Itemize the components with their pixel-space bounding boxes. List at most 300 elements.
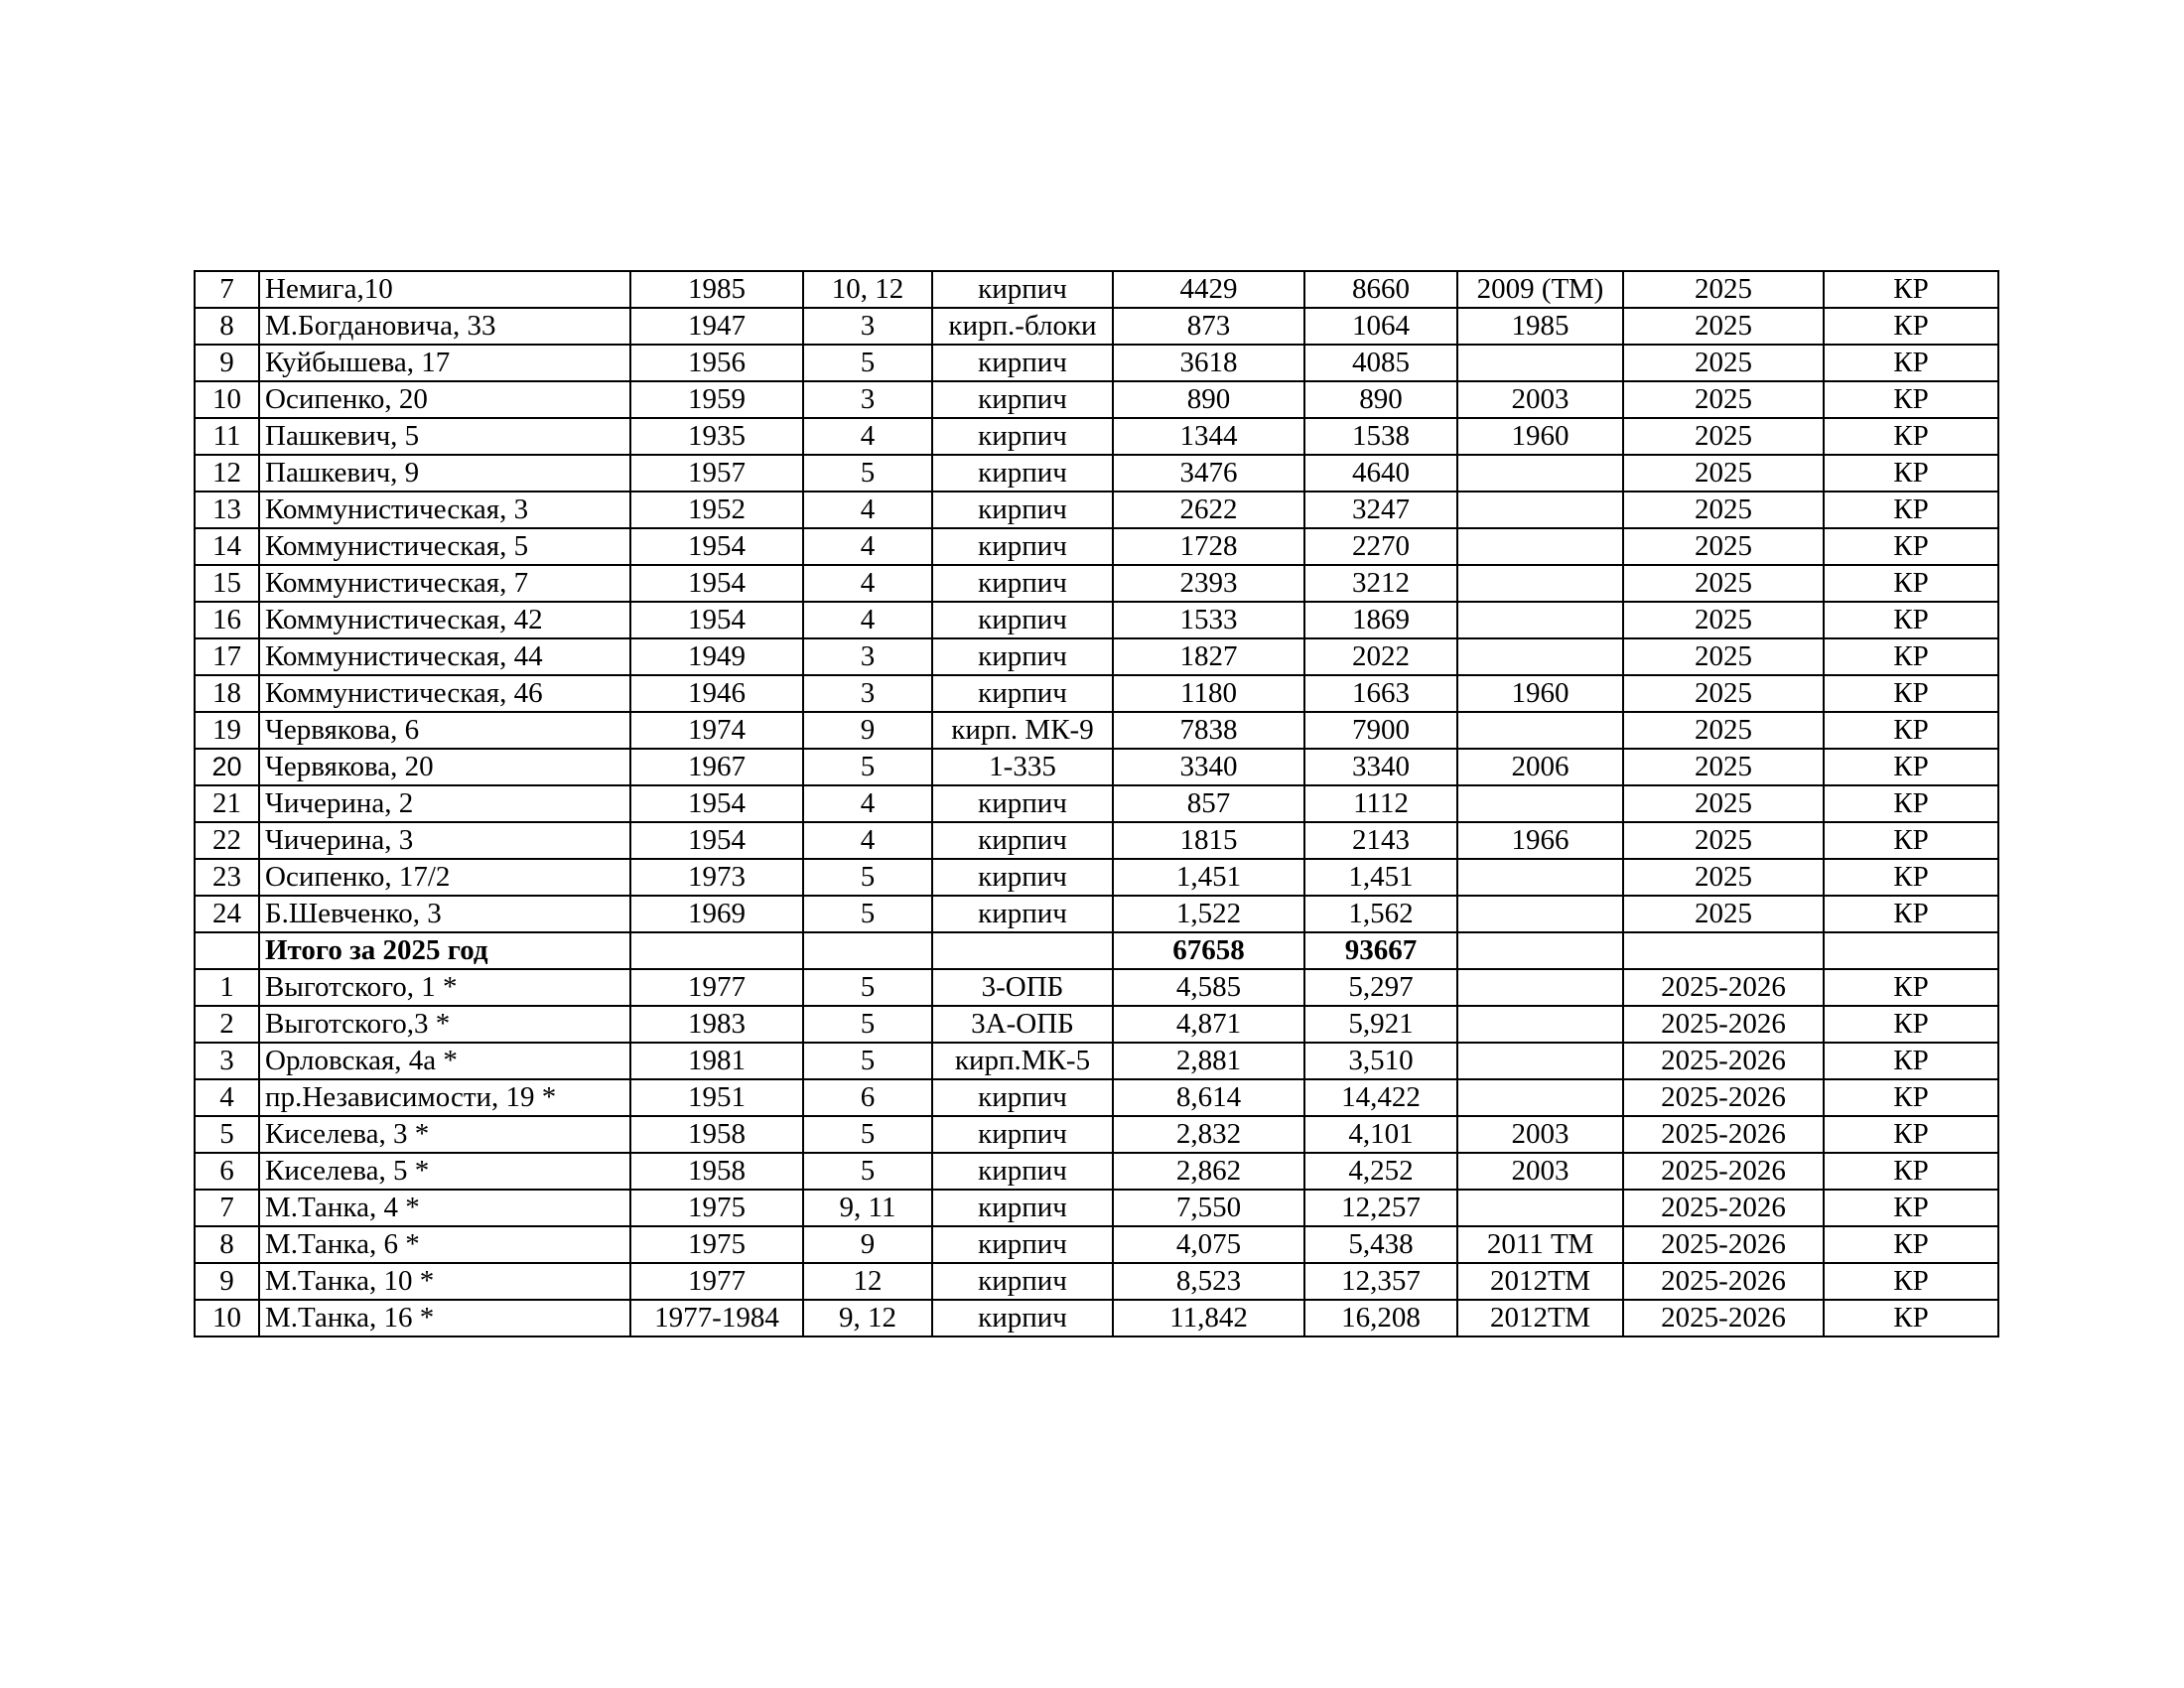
construction-year-cell: 1951 [630, 1079, 803, 1116]
wall-material-cell: 3-ОПБ [932, 969, 1113, 1006]
planned-year-cell: 2025 [1623, 381, 1824, 418]
address-cell: Орловская, 4а * [259, 1043, 630, 1079]
floors-cell: 3 [803, 675, 932, 712]
table-row [195, 1190, 1998, 1226]
last-repair-cell [1457, 712, 1623, 749]
construction-year-cell: 1958 [630, 1116, 803, 1153]
planned-year-cell: 2025-2026 [1623, 1263, 1824, 1300]
repair-type-cell: КР [1824, 308, 1998, 345]
last-repair-cell: 2003 [1457, 1153, 1623, 1190]
last-repair-cell [1457, 455, 1623, 492]
area-building-cell: 1,562 [1304, 896, 1457, 932]
wall-material-cell: кирпич [932, 418, 1113, 455]
construction-year-cell: 1985 [630, 271, 803, 308]
wall-material-cell: кирпич [932, 859, 1113, 896]
address-cell: Куйбышева, 17 [259, 345, 630, 381]
address-cell: Коммунистическая, 7 [259, 565, 630, 602]
repair-type-cell: КР [1824, 1226, 1998, 1263]
address-cell: М.Танка, 10 * [259, 1263, 630, 1300]
address-cell: Коммунистическая, 5 [259, 528, 630, 565]
planned-year-cell: 2025 [1623, 712, 1824, 749]
planned-year-cell: 2025 [1623, 822, 1824, 859]
repair-type-cell: КР [1824, 969, 1998, 1006]
area-total-cell: 8,614 [1113, 1079, 1304, 1116]
area-building-cell: 5,921 [1304, 1006, 1457, 1043]
wall-material-cell: 1-335 [932, 749, 1113, 785]
wall-material-cell: кирп.-блоки [932, 308, 1113, 345]
floors-cell [803, 932, 932, 969]
area-building-cell: 4,101 [1304, 1116, 1457, 1153]
area-total-cell: 7838 [1113, 712, 1304, 749]
area-building-cell: 16,208 [1304, 1300, 1457, 1336]
planned-year-cell: 2025 [1623, 345, 1824, 381]
area-total-cell: 2393 [1113, 565, 1304, 602]
table-row [195, 638, 1998, 675]
repair-type-cell: КР [1824, 381, 1998, 418]
last-repair-cell [1457, 859, 1623, 896]
wall-material-cell: кирпич [932, 455, 1113, 492]
row-number-cell: 23 [195, 859, 259, 896]
last-repair-cell: 1960 [1457, 418, 1623, 455]
last-repair-cell [1457, 1043, 1623, 1079]
row-number-cell: 22 [195, 822, 259, 859]
wall-material-cell: кирпич [932, 896, 1113, 932]
floors-cell: 3 [803, 638, 932, 675]
floors-cell: 9, 12 [803, 1300, 932, 1336]
repair-type-cell: КР [1824, 1043, 1998, 1079]
area-building-cell: 1112 [1304, 785, 1457, 822]
wall-material-cell: кирпич [932, 638, 1113, 675]
row-number-cell: 11 [195, 418, 259, 455]
row-number-cell: 2 [195, 1006, 259, 1043]
table-row [195, 345, 1998, 381]
table-row [195, 1116, 1998, 1153]
row-number-cell [195, 932, 259, 969]
table-row [195, 785, 1998, 822]
repair-type-cell: КР [1824, 712, 1998, 749]
area-building-cell: 1,451 [1304, 859, 1457, 896]
repair-type-cell: КР [1824, 1263, 1998, 1300]
area-building-cell: 3340 [1304, 749, 1457, 785]
wall-material-cell: 3А-ОПБ [932, 1006, 1113, 1043]
last-repair-cell [1457, 969, 1623, 1006]
planned-year-cell: 2025-2026 [1623, 1043, 1824, 1079]
address-cell: Червякова, 20 [259, 749, 630, 785]
floors-cell: 4 [803, 418, 932, 455]
floors-cell: 5 [803, 1006, 932, 1043]
wall-material-cell: кирпич [932, 1190, 1113, 1226]
table-row [195, 271, 1998, 308]
area-building-cell: 7900 [1304, 712, 1457, 749]
construction-year-cell: 1957 [630, 455, 803, 492]
last-repair-cell [1457, 528, 1623, 565]
planned-year-cell: 2025 [1623, 418, 1824, 455]
planned-year-cell: 2025-2026 [1623, 1079, 1824, 1116]
repair-type-cell: КР [1824, 271, 1998, 308]
floors-cell: 9 [803, 1226, 932, 1263]
construction-year-cell: 1973 [630, 859, 803, 896]
row-number-cell: 24 [195, 896, 259, 932]
row-number-cell: 6 [195, 1153, 259, 1190]
area-building-cell: 12,257 [1304, 1190, 1457, 1226]
planned-year-cell: 2025 [1623, 455, 1824, 492]
area-building-cell: 1663 [1304, 675, 1457, 712]
area-total-cell: 890 [1113, 381, 1304, 418]
area-total-cell: 857 [1113, 785, 1304, 822]
address-cell: Коммунистическая, 42 [259, 602, 630, 638]
wall-material-cell: кирпич [932, 345, 1113, 381]
area-total-cell: 3476 [1113, 455, 1304, 492]
last-repair-cell [1457, 565, 1623, 602]
table-row [195, 969, 1998, 1006]
area-total-cell: 1,522 [1113, 896, 1304, 932]
row-number-cell: 16 [195, 602, 259, 638]
repair-type-cell: КР [1824, 345, 1998, 381]
wall-material-cell: кирпич [932, 528, 1113, 565]
table-row [195, 1006, 1998, 1043]
floors-cell: 5 [803, 859, 932, 896]
construction-year-cell: 1954 [630, 822, 803, 859]
area-building-cell: 93667 [1304, 932, 1457, 969]
area-building-cell: 890 [1304, 381, 1457, 418]
address-cell: Выготского, 1 * [259, 969, 630, 1006]
last-repair-cell: 1960 [1457, 675, 1623, 712]
table-row [195, 712, 1998, 749]
area-building-cell: 3212 [1304, 565, 1457, 602]
area-building-cell: 4085 [1304, 345, 1457, 381]
area-total-cell: 2622 [1113, 492, 1304, 528]
total-row [195, 932, 1998, 969]
repair-type-cell: КР [1824, 749, 1998, 785]
row-number-cell: 10 [195, 381, 259, 418]
repair-type-cell: КР [1824, 1190, 1998, 1226]
table-row [195, 528, 1998, 565]
area-total-cell: 4,075 [1113, 1226, 1304, 1263]
address-cell: Пашкевич, 9 [259, 455, 630, 492]
wall-material-cell: кирпич [932, 271, 1113, 308]
planned-year-cell: 2025-2026 [1623, 1116, 1824, 1153]
row-number-cell: 14 [195, 528, 259, 565]
address-cell: Червякова, 6 [259, 712, 630, 749]
area-total-cell: 1827 [1113, 638, 1304, 675]
area-building-cell: 5,438 [1304, 1226, 1457, 1263]
area-building-cell: 1064 [1304, 308, 1457, 345]
area-total-cell: 2,832 [1113, 1116, 1304, 1153]
last-repair-cell: 1966 [1457, 822, 1623, 859]
address-cell: Киселева, 3 * [259, 1116, 630, 1153]
construction-year-cell: 1946 [630, 675, 803, 712]
planned-year-cell: 2025-2026 [1623, 1006, 1824, 1043]
area-building-cell: 1538 [1304, 418, 1457, 455]
wall-material-cell: кирпич [932, 1079, 1113, 1116]
area-total-cell: 1,451 [1113, 859, 1304, 896]
last-repair-cell: 1985 [1457, 308, 1623, 345]
last-repair-cell [1457, 1006, 1623, 1043]
floors-cell: 12 [803, 1263, 932, 1300]
construction-year-cell: 1954 [630, 602, 803, 638]
last-repair-cell [1457, 492, 1623, 528]
area-total-cell: 4,871 [1113, 1006, 1304, 1043]
construction-year-cell: 1947 [630, 308, 803, 345]
floors-cell: 4 [803, 822, 932, 859]
wall-material-cell: кирпич [932, 602, 1113, 638]
table-row [195, 381, 1998, 418]
construction-year-cell: 1952 [630, 492, 803, 528]
floors-cell: 5 [803, 896, 932, 932]
wall-material-cell: кирпич [932, 1226, 1113, 1263]
last-repair-cell: 2011 ТМ [1457, 1226, 1623, 1263]
address-cell: Итого за 2025 год [259, 932, 630, 969]
planned-year-cell: 2025-2026 [1623, 1190, 1824, 1226]
housing-repair-table [194, 270, 1999, 1337]
planned-year-cell: 2025-2026 [1623, 1226, 1824, 1263]
last-repair-cell [1457, 345, 1623, 381]
repair-type-cell: КР [1824, 1006, 1998, 1043]
area-building-cell: 14,422 [1304, 1079, 1457, 1116]
table-row [195, 455, 1998, 492]
repair-type-cell: КР [1824, 859, 1998, 896]
row-number-cell: 19 [195, 712, 259, 749]
address-cell: М.Танка, 6 * [259, 1226, 630, 1263]
row-number-cell: 8 [195, 308, 259, 345]
construction-year-cell: 1969 [630, 896, 803, 932]
repair-type-cell: КР [1824, 1079, 1998, 1116]
planned-year-cell: 2025 [1623, 565, 1824, 602]
construction-year-cell: 1981 [630, 1043, 803, 1079]
last-repair-cell: 2003 [1457, 381, 1623, 418]
address-cell: Чичерина, 2 [259, 785, 630, 822]
last-repair-cell [1457, 785, 1623, 822]
area-total-cell: 3618 [1113, 345, 1304, 381]
construction-year-cell: 1954 [630, 565, 803, 602]
table-row [195, 565, 1998, 602]
row-number-cell: 20 [195, 749, 259, 785]
area-building-cell: 1869 [1304, 602, 1457, 638]
wall-material-cell: кирп.МК-5 [932, 1043, 1113, 1079]
address-cell: Немига,10 [259, 271, 630, 308]
planned-year-cell: 2025 [1623, 638, 1824, 675]
wall-material-cell: кирпич [932, 492, 1113, 528]
address-cell: пр.Независимости, 19 * [259, 1079, 630, 1116]
row-number-cell: 3 [195, 1043, 259, 1079]
wall-material-cell: кирпич [932, 1116, 1113, 1153]
area-building-cell: 3,510 [1304, 1043, 1457, 1079]
planned-year-cell: 2025 [1623, 528, 1824, 565]
area-total-cell: 1533 [1113, 602, 1304, 638]
table-row [195, 1300, 1998, 1336]
row-number-cell: 10 [195, 1300, 259, 1336]
table-row [195, 1043, 1998, 1079]
wall-material-cell: кирпич [932, 785, 1113, 822]
floors-cell: 5 [803, 455, 932, 492]
repair-type-cell: КР [1824, 785, 1998, 822]
construction-year-cell: 1975 [630, 1190, 803, 1226]
area-total-cell: 1815 [1113, 822, 1304, 859]
area-total-cell: 11,842 [1113, 1300, 1304, 1336]
last-repair-cell [1457, 1190, 1623, 1226]
repair-type-cell: КР [1824, 675, 1998, 712]
construction-year-cell: 1959 [630, 381, 803, 418]
wall-material-cell: кирпич [932, 1300, 1113, 1336]
row-number-cell: 4 [195, 1079, 259, 1116]
wall-material-cell: кирпич [932, 381, 1113, 418]
repair-type-cell: КР [1824, 418, 1998, 455]
address-cell: Коммунистическая, 3 [259, 492, 630, 528]
area-total-cell: 1180 [1113, 675, 1304, 712]
row-number-cell: 17 [195, 638, 259, 675]
address-cell: М.Танка, 16 * [259, 1300, 630, 1336]
floors-cell: 3 [803, 308, 932, 345]
construction-year-cell: 1975 [630, 1226, 803, 1263]
construction-year-cell: 1958 [630, 1153, 803, 1190]
area-building-cell: 8660 [1304, 271, 1457, 308]
last-repair-cell [1457, 1079, 1623, 1116]
floors-cell: 10, 12 [803, 271, 932, 308]
area-total-cell: 2,862 [1113, 1153, 1304, 1190]
row-number-cell: 1 [195, 969, 259, 1006]
wall-material-cell [932, 932, 1113, 969]
wall-material-cell: кирпич [932, 1153, 1113, 1190]
wall-material-cell: кирпич [932, 822, 1113, 859]
last-repair-cell [1457, 932, 1623, 969]
row-number-cell: 13 [195, 492, 259, 528]
floors-cell: 5 [803, 749, 932, 785]
floors-cell: 4 [803, 602, 932, 638]
repair-type-cell: КР [1824, 1153, 1998, 1190]
floors-cell: 6 [803, 1079, 932, 1116]
area-total-cell: 4429 [1113, 271, 1304, 308]
area-building-cell: 2022 [1304, 638, 1457, 675]
row-number-cell: 12 [195, 455, 259, 492]
address-cell: Киселева, 5 * [259, 1153, 630, 1190]
area-building-cell: 5,297 [1304, 969, 1457, 1006]
planned-year-cell: 2025-2026 [1623, 1300, 1824, 1336]
floors-cell: 5 [803, 1153, 932, 1190]
floors-cell: 4 [803, 565, 932, 602]
table-row [195, 822, 1998, 859]
construction-year-cell [630, 932, 803, 969]
table-row [195, 1079, 1998, 1116]
row-number-cell: 9 [195, 345, 259, 381]
area-total-cell: 873 [1113, 308, 1304, 345]
floors-cell: 4 [803, 528, 932, 565]
construction-year-cell: 1974 [630, 712, 803, 749]
floors-cell: 3 [803, 381, 932, 418]
table-row [195, 1226, 1998, 1263]
table-row [195, 896, 1998, 932]
address-cell: Выготского,3 * [259, 1006, 630, 1043]
area-total-cell: 67658 [1113, 932, 1304, 969]
address-cell: Осипенко, 20 [259, 381, 630, 418]
planned-year-cell: 2025 [1623, 492, 1824, 528]
repair-type-cell: КР [1824, 638, 1998, 675]
construction-year-cell: 1983 [630, 1006, 803, 1043]
table-row [195, 308, 1998, 345]
area-total-cell: 3340 [1113, 749, 1304, 785]
floors-cell: 4 [803, 492, 932, 528]
construction-year-cell: 1956 [630, 345, 803, 381]
area-total-cell: 7,550 [1113, 1190, 1304, 1226]
floors-cell: 5 [803, 1043, 932, 1079]
row-number-cell: 8 [195, 1226, 259, 1263]
address-cell: М.Танка, 4 * [259, 1190, 630, 1226]
planned-year-cell: 2025 [1623, 859, 1824, 896]
last-repair-cell [1457, 602, 1623, 638]
construction-year-cell: 1977 [630, 969, 803, 1006]
planned-year-cell: 2025 [1623, 749, 1824, 785]
area-total-cell: 2,881 [1113, 1043, 1304, 1079]
repair-type-cell: КР [1824, 896, 1998, 932]
area-total-cell: 4,585 [1113, 969, 1304, 1006]
last-repair-cell: 2006 [1457, 749, 1623, 785]
table-row [195, 749, 1998, 785]
construction-year-cell: 1967 [630, 749, 803, 785]
address-cell: Коммунистическая, 46 [259, 675, 630, 712]
planned-year-cell: 2025-2026 [1623, 969, 1824, 1006]
construction-year-cell: 1935 [630, 418, 803, 455]
repair-type-cell: КР [1824, 528, 1998, 565]
repair-type-cell: КР [1824, 822, 1998, 859]
last-repair-cell [1457, 896, 1623, 932]
construction-year-cell: 1977 [630, 1263, 803, 1300]
table-row [195, 675, 1998, 712]
last-repair-cell: 2012ТМ [1457, 1263, 1623, 1300]
area-total-cell: 1344 [1113, 418, 1304, 455]
repair-type-cell: КР [1824, 1116, 1998, 1153]
area-building-cell: 4640 [1304, 455, 1457, 492]
wall-material-cell: кирп. МК-9 [932, 712, 1113, 749]
planned-year-cell: 2025-2026 [1623, 1153, 1824, 1190]
address-cell: Б.Шевченко, 3 [259, 896, 630, 932]
table-row [195, 602, 1998, 638]
area-building-cell: 2270 [1304, 528, 1457, 565]
area-building-cell: 3247 [1304, 492, 1457, 528]
last-repair-cell: 2003 [1457, 1116, 1623, 1153]
planned-year-cell [1623, 932, 1824, 969]
construction-year-cell: 1954 [630, 785, 803, 822]
area-building-cell: 2143 [1304, 822, 1457, 859]
address-cell: Пашкевич, 5 [259, 418, 630, 455]
planned-year-cell: 2025 [1623, 308, 1824, 345]
floors-cell: 5 [803, 345, 932, 381]
floors-cell: 9, 11 [803, 1190, 932, 1226]
address-cell: Коммунистическая, 44 [259, 638, 630, 675]
wall-material-cell: кирпич [932, 565, 1113, 602]
repair-type-cell: КР [1824, 565, 1998, 602]
last-repair-cell: 2012ТМ [1457, 1300, 1623, 1336]
row-number-cell: 5 [195, 1116, 259, 1153]
address-cell: М.Богдановича, 33 [259, 308, 630, 345]
table-row [195, 492, 1998, 528]
repair-type-cell: КР [1824, 492, 1998, 528]
planned-year-cell: 2025 [1623, 675, 1824, 712]
table-body [195, 271, 1998, 1336]
repair-type-cell [1824, 932, 1998, 969]
area-total-cell: 8,523 [1113, 1263, 1304, 1300]
area-building-cell: 12,357 [1304, 1263, 1457, 1300]
table-row [195, 859, 1998, 896]
row-number-cell: 7 [195, 271, 259, 308]
repair-type-cell: КР [1824, 602, 1998, 638]
address-cell: Осипенко, 17/2 [259, 859, 630, 896]
construction-year-cell: 1977-1984 [630, 1300, 803, 1336]
planned-year-cell: 2025 [1623, 785, 1824, 822]
last-repair-cell [1457, 638, 1623, 675]
floors-cell: 5 [803, 1116, 932, 1153]
wall-material-cell: кирпич [932, 1263, 1113, 1300]
table-row [195, 1153, 1998, 1190]
row-number-cell: 18 [195, 675, 259, 712]
